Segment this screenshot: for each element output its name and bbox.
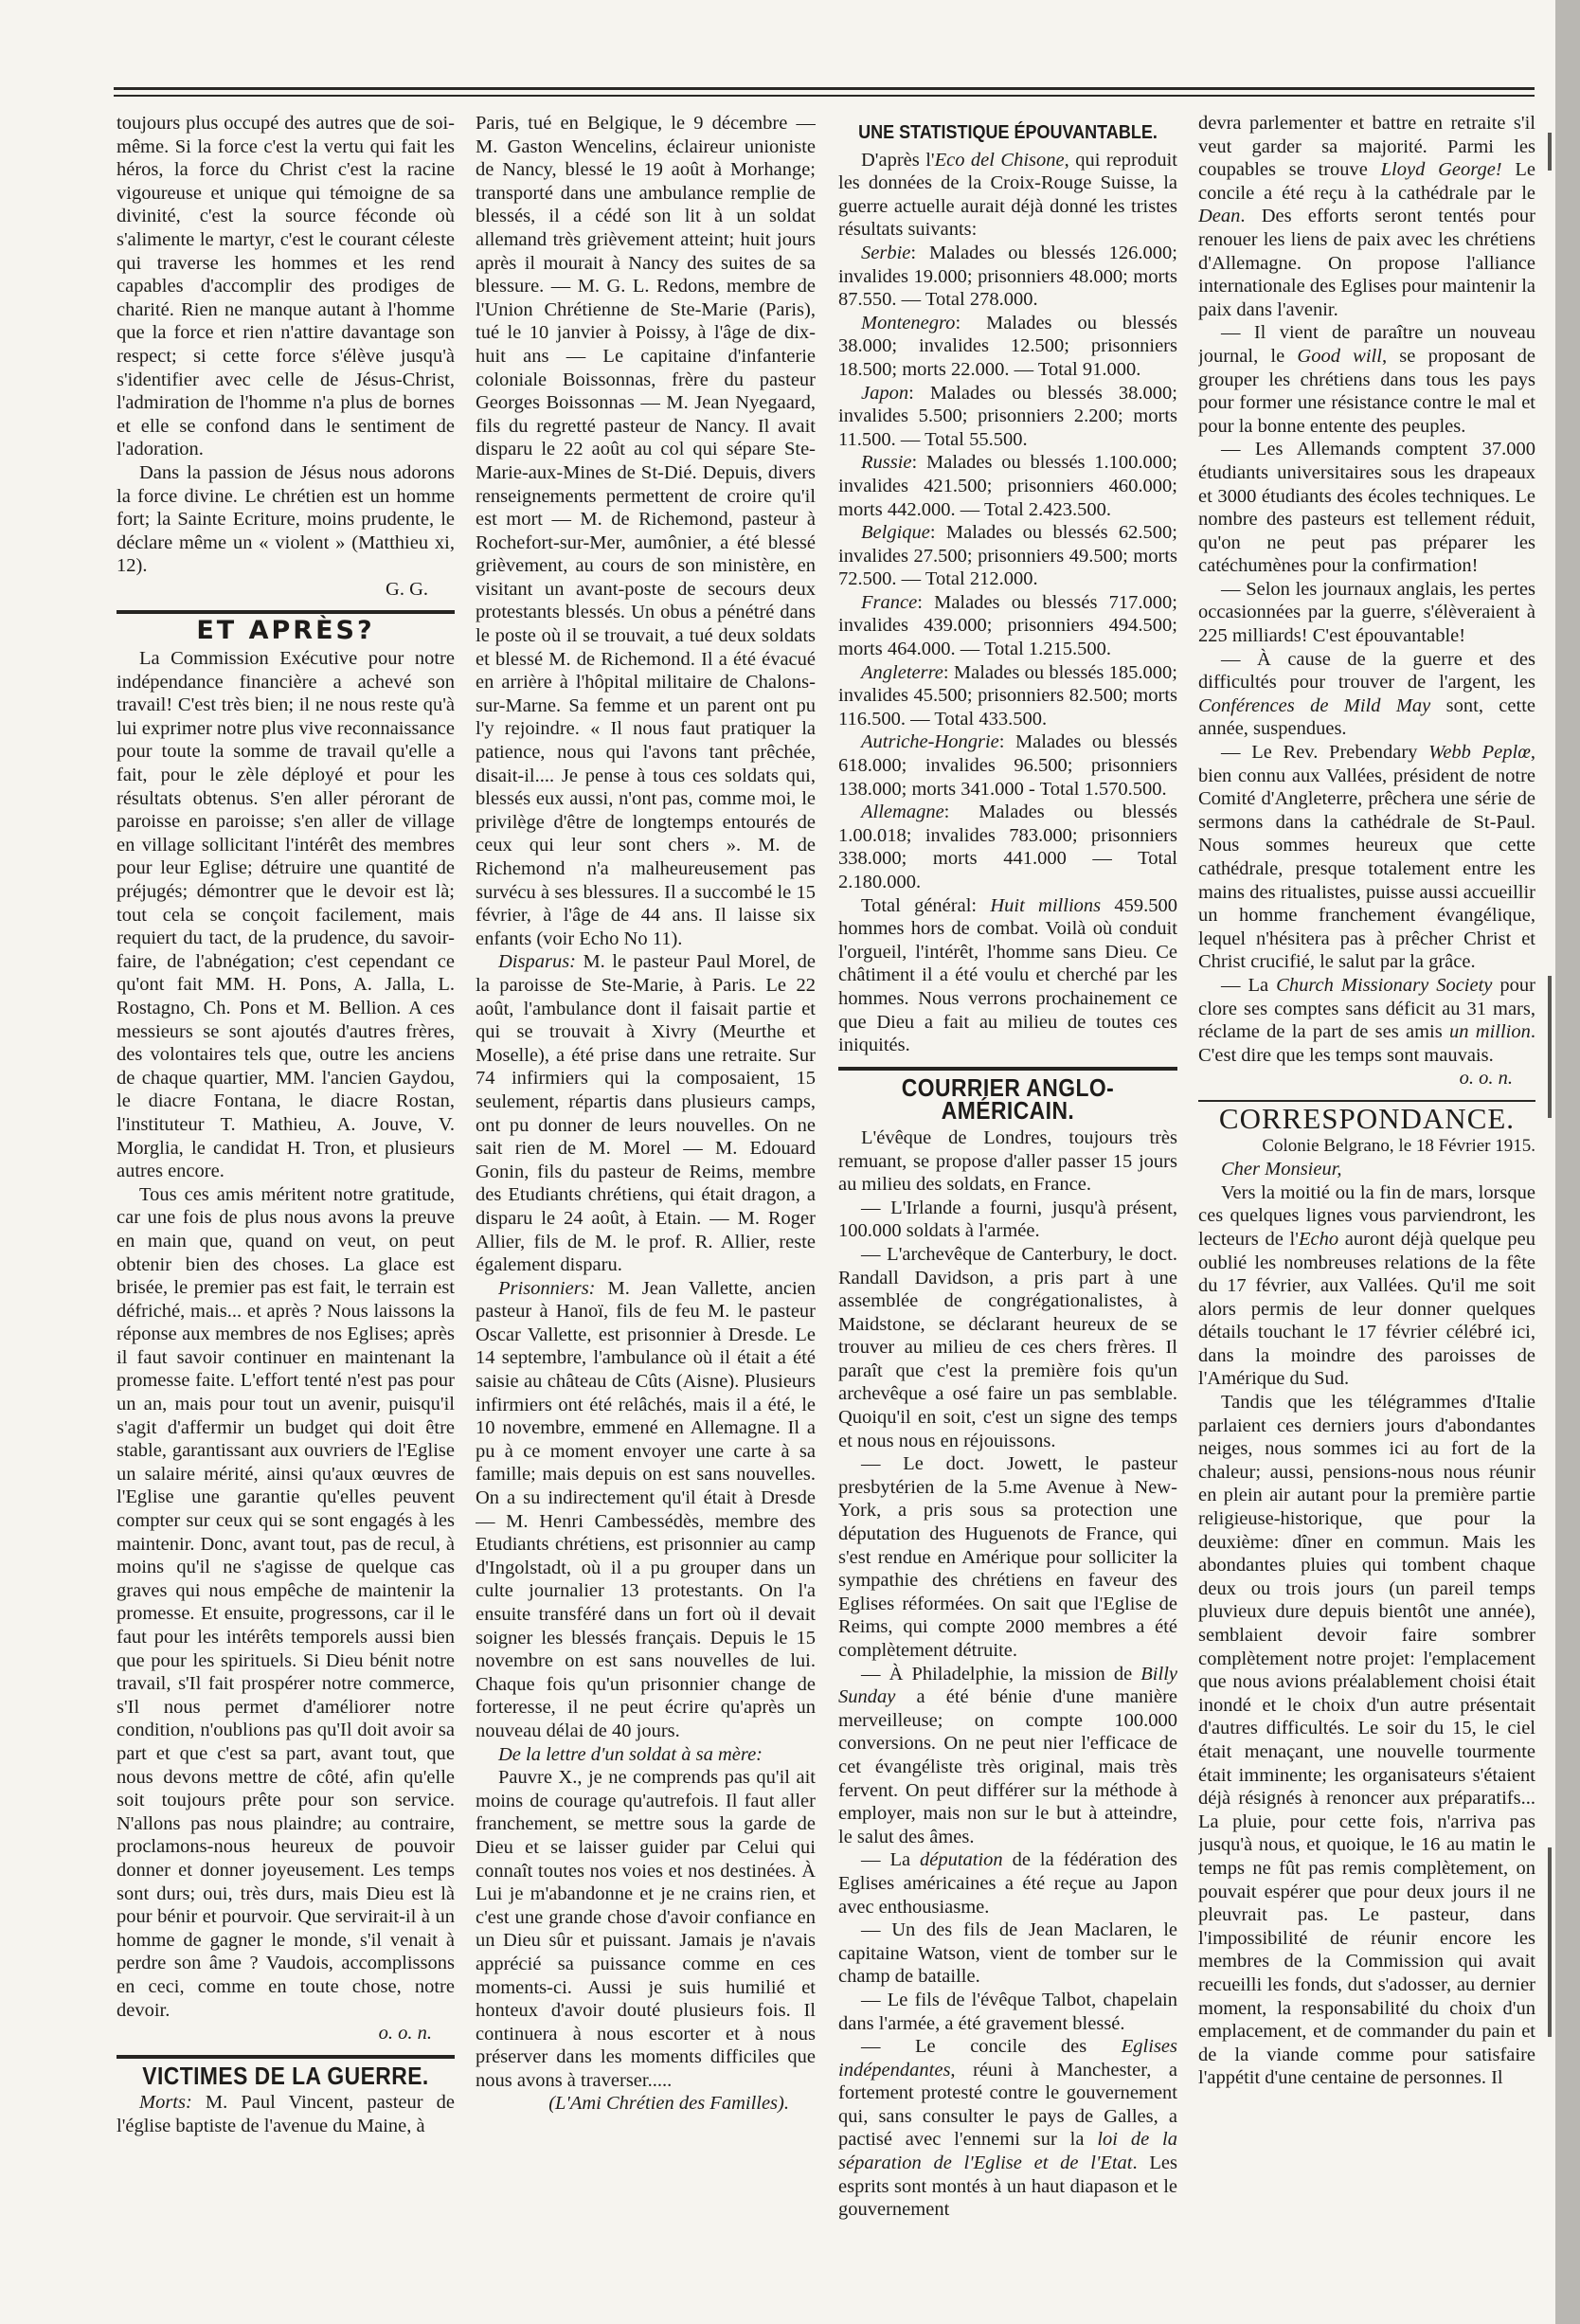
article-paragraph: — Un des fils de Jean Maclaren, le capitaine Watson, vient de tomber sur le champ de bataille.: [838, 1919, 1177, 1988]
text: — À cause de la guerre et des difficultés pour trouver de l'argent, les: [1198, 648, 1535, 694]
stat-row: [838, 382, 1177, 452]
article-paragraph: [838, 1663, 1177, 1849]
article-paragraph: — L'archevêque de Canterbury, le doct. Randall Davidson, a pris part à une assemblée de congrégationalistes, à Maidstone, se déclarant heureux de se trouver au milieu de ces chers frères. Il paraît que c'est la première fois qu'un archevêque a osé faire un pas semblable. Quoiqu'il en soit, c'est un signe des temps et nous nous en réjouissons.: [838, 1243, 1177, 1451]
stat-country: Russie: [861, 452, 912, 474]
label-morts: Morts:: [139, 2092, 192, 2114]
text: de la fédération des Eglises américaines a été reçue au Japon avec enthousiasme.: [838, 1849, 1177, 1918]
heading-et-apres: ET APRÈS?: [196, 616, 375, 646]
text-em: Webb Peplœ: [1428, 742, 1531, 764]
text: a été bénie d'une manière merveilleuse; on compte 100.000 conversions. On ne peut nier l'efficace de cet évangéliste très original, mais très fervent. On peut différer sur la méthode à employer, mais non sur le but à atteindre, le salut des âmes.: [838, 1686, 1177, 1847]
heading-courrier: COURRIER ANGLO-AMÉRICAIN.: [901, 1072, 1115, 1126]
stat-row: [838, 521, 1177, 591]
text-em: Dean: [1198, 206, 1241, 227]
stat-text: : Malades ou blessés 1.100.000; invalides 421.500; prisonniers 460.000; morts 442.000. — Total 2.423.500.: [838, 452, 1177, 520]
edge-mark: [1548, 976, 1552, 1118]
text: D'après l': [861, 149, 935, 171]
stat-country: Angleterre: [861, 661, 943, 683]
text-em: députation: [920, 1849, 1003, 1871]
stat-country: France: [861, 591, 918, 613]
text: auront déjà quelque peu oublié les nombreuses relations de la fête du 17 février, aux Vallées. Qu'il me soit alors permis de leur donner quelques détails touchant le 17 février célébré ici, dans la moindre des paroisses de l'Amérique du Sud.: [1198, 1228, 1535, 1390]
label-disparus: Disparus:: [498, 951, 577, 973]
article-paragraph: [1198, 112, 1535, 321]
column-1: [117, 112, 455, 2291]
section-divider: [117, 2055, 455, 2059]
article-paragraph: [838, 149, 1177, 242]
article-paragraph: Paris, tué en Belgique, le 9 décembre — M. Gaston Wencelins, éclaireur unioniste de Nancy, blessé le 19 août à Morhange; transporté dans une ambulance remplie de blessés, il a cédé son lit à un soldat allemand très grièvement atteint; huit jours après il mourait à Nancy des suites de sa blessure. — M. G. L. Redons, membre de l'Union Chrétienne de Ste-Marie (Paris), tué le 10 janvier à Poissy, à l'âge de dix-huit ans — Le capitaine d'infanterie coloniale Boissonnas, frère du pasteur Georges Boissonnas — M. Jean Nyegaard, fils du regretté pasteur de Nancy. Il avait disparu le 22 août au col qui sépare Ste-Marie-aux-Mines de St-Dié. Depuis, divers renseignements permettent de croire qu'il est mort — M. de Richemond, pasteur à Rochefort-sur-Mer, aumônier, a été blessé grièvement, au cours de son ministère, en visitant un avant-poste de secours deux protestants blessés. Un obus a pénétré dans le poste où il se trouvait, a tué deux soldats et blessé M. de Richemond. Il a été évacué en arrière à l'hôpital militaire de Chalons-sur-Marne. Sa femme et un parent ont pu l'y rejoindre. « Il nous faut pratiquer la patience, nous qui l'avons tant prêchée, disait-il.... Je pense à tous ces soldats qui, blessés eux aussi, n'ont pas, comme moi, le privilège d'être de longtemps entourés de ceux qui leur sont chers ». M. de Richemond n'a malheureusement pas survécu à ses blessures. Il a succombé le 15 février, à l'âge de 44 ans. Il laisse six enfants (voir Echo No 11).: [476, 113, 816, 949]
article-paragraph: [117, 2091, 455, 2137]
stat-text: : Malades ou blessés 62.500; invalides 27.500; prisonniers 49.500; morts 72.500. — Total 212.000.: [838, 522, 1177, 590]
article-paragraph: La Commission Exécutive pour notre indépendance financière a achevé son travail! C'est très bien; il ne nous reste qu'à lui exprimer notre plus vive reconnaissance pour toute la somme de travail qu'elle a fait, pour le zèle déployé et pour les résultats obtenus. S'en aller pérorant de paroisse en paroisse; s'en aller de village en village sollicitant l'intérêt des membres pour leur Eglise; détruire une quantité de préjugés; démontrer que le devoir est là; tout cela se conçoit facilement, mais requiert du tact, de la prudence, du savoir-faire, de l'abnégation; c'est cependant ce qu'ont fait MM. H. Pons, A. Jalla, L. Rostagno, Ch. Pons et M. Bellion. A ces messieurs se sont ajoutés d'autres frères, des volontaires tels que, outre les anciens de chaque quartier, MM. l'ancien Gaydou, le diacre Fontana, le diacre Rostan, l'instituteur T. Mathieu, A. Jouve, V. Morglia, le candidat H. Tron, et plusieurs autres encore.: [117, 648, 455, 1182]
stat-text: : Malades ou blessés 38.000; invalides 12.500; prisonniers 18.500; morts 22.000. — Total 91.000.: [838, 312, 1177, 380]
article-signature: o. o. n.: [1459, 1068, 1513, 1090]
article-paragraph: toujours plus occupé des autres que de soi-même. Si la force c'est la vertu qui fait les héros, la force du Christ c'est la racine vigoureuse et unique qui témoigne de sa divinité, c'est la source féconde où s'alimente le martyr, c'est le courant céleste qui traverse les hommes et les rend capables d'accomplir des prodiges de charité. Rien ne manque autant à l'homme que la force et rien n'attire davantage son respect; si cette force s'élève jusqu'à s'identifier avec celle de Jésus-Christ, l'admiration de l'homme n'a plus de bornes et elle se confond dans le sentiment de l'adoration.: [117, 113, 455, 460]
article-paragraph: — Le doct. Jowett, le pasteur presbytérien de la 5.me Avenue à New-York, a pris sous sa protection une députation des Huguenots de France, qui s'est rendue en Amérique pour solliciter la sympathie des chrétiens en faveur des Eglises réformées. On sait que l'Eglise de Reims, qui compte 2000 membres a été complètement détruite.: [838, 1453, 1177, 1661]
article-paragraph: Dans la passion de Jésus nous adorons la force divine. Le chrétien est un homme fort; la Sainte Ecriture, moins prudente, le déclare même un « violent » (Matthieu xi, 12).: [117, 461, 455, 577]
article-source: [476, 2092, 816, 2116]
article-paragraph: — Les Allemands comptent 37.000 étudiants universitaires sous les drapeaux et 3000 étudiants des écoles techniques. Le nombre des pasteurs est tellement réduit, qu'on ne peut pas préparer les catéchumènes pour la confirmation!: [1198, 439, 1535, 577]
stat-text: : Malades ou blessés 126.000; invalides 19.000; prisonniers 48.000; morts 87.550. — Total 278.000.: [838, 242, 1177, 311]
top-rule-thin: [114, 95, 1535, 97]
stat-country: Autriche-Hongrie: [861, 731, 999, 753]
text: , réuni à Manchester, a fortement protesté contre le gouvernement qui, sans consulter le pays de Galles, a pactisé avec l'ennemi sur la: [838, 2059, 1177, 2151]
article-paragraph: [1198, 321, 1535, 438]
article-paragraph: [1198, 741, 1535, 974]
stat-text: : Malades ou blessés 185.000; invalides 45.500; prisonniers 82.500; morts 116.500. — Total 433.500.: [838, 661, 1177, 730]
text: , qui reproduit les données de la Croix-Rouge Suisse, la guerre actuelle aurait déjà donné les tristes résultats suivants:: [838, 149, 1177, 241]
stat-country: Allemagne: [861, 802, 944, 823]
stat-country: Belgique: [861, 522, 930, 544]
stat-row: [838, 661, 1177, 731]
article-paragraph: [838, 1848, 1177, 1919]
edge-mark: [1548, 133, 1552, 171]
text: devra parlementer et battre en retraite s'il veut garder sa majorité. Parmi les coupables se trouve: [1198, 113, 1535, 181]
article-paragraph: Pauvre X., je ne comprends pas qu'il ait moins de courage qu'autrefois. Il faut aller franchement, se mettre sous la garde de Dieu et se laisser guider par Celui qui connaît toutes nos voies et nos destinées. À Lui je m'abandonne et je ne crains rien, et c'est une grande chose d'avoir confiance en un Dieu sûr et puissant. Jamais je n'avais apprécié sa puissance comme en ces moments-ci. Aussi je suis humilié et honteux d'avoir douté plusieurs fois. Il continuera à nous escorter et à nous préserver dans les moments difficiles que nous avons à traverser.....: [476, 1767, 816, 2091]
article-paragraph: [838, 894, 1177, 1057]
top-rule: [114, 87, 1535, 90]
text: sont, cette année, suspendues.: [1198, 694, 1535, 740]
stat-row: [838, 730, 1177, 801]
stat-row: [838, 312, 1177, 382]
paragraph-text: M. le pasteur Paul Morel, de la paroisse de Ste-Marie, à Paris. Le 22 août, l'ambulance dont il faisait partie et qui se trouvait à Xivry (Meurthe et Moselle), a été prise dans une retraite. Sur 74 infirmiers qui la composaient, 15 seulement, répartis dans plusieurs camps, ont pu donner de leurs nouvelles. On ne sait rien de M. Morel — M. Edouard Gonin, fils du pasteur de Reims, membre des Etudiants chrétiens, qui était dragon, a disparu le 24 août, à Etain. — M. Roger Allier, fils de M. le prof. R. Allier, reste également disparu.: [476, 951, 816, 1276]
text: — Le Rev. Prebendary: [1221, 742, 1429, 764]
article-paragraph: L'évêque de Londres, toujours très remuant, se propose d'aller passer 15 jours au milieu des soldats, en France.: [838, 1126, 1177, 1196]
text: Vers la moitié ou la fin de mars, lorsque ces quelques lignes vous parviendront, les lecteurs de l': [1198, 1181, 1535, 1250]
article-paragraph: Tous ces amis méritent notre gratitude, car une fois de plus nous avons la preuve en main que, quand on veut, on peut obtenir bien des choses. La glace est brisée, le premier pas est fait, le terrain est défriché, mais... et après ? Nous laissons la réponse aux membres de nos Eglises; après il faut savoir continuer en maintenant la promesse faite. L'effort tenté n'est pas pour un an, mais pour tout un avenir, puisqu'il s'agit d'affermir un budget qui doit être stable, garantissant aux ouvriers de l'Eglise un salaire mérité, ainsi qu'aux œuvres de l'Eglise une garantie qu'elles peuvent compter sur ceux qui se sont engagés à les maintenir. Donc, avant tout, pas de recul, à moins qu'il ne s'agisse de quelque cas graves qui nous empêche de maintenir la promesse. Et ensuite, progressons, car il le faut pour les intérêts temporels aussi bien que pour les spirituels. Si Dieu bénit notre travail, s'Il fait prospérer notre commerce, s'Il nous permet d'améliorer notre condition, n'oublions pas qu'Il doit avoir sa part et que c'est sa part, avant tout, que nous devons mettre de côté, afin qu'elle soit toujours prête pour son service. N'allons pas nous plaindre; au contraire, proclamons-nous heureux de pouvoir donner et donner joyeusement. Les temps sont durs; oui, très durs, mais Dieu est là pour bénir et pourvoir. Que servirait-il à un homme de gagner le monde, s'il venait à perdre son âme ? Vaudois, accomplissons en ceci, comme en toute chose, notre devoir.: [117, 1183, 455, 2021]
stat-text: : Malades ou blessés 38.000; invalides 5.500; prisonniers 2.200; morts 11.500. — Total 55.500.: [838, 382, 1177, 450]
text-em: Eco del Chisone: [934, 149, 1065, 171]
stat-text: : Malades ou blessés 1.00.018; invalides 783.000; prisonniers 338.000; morts 441.000 — Total 2.180.000.: [838, 802, 1177, 892]
article-paragraph: Tandis que les télégrammes d'Italie parlaient ces derniers jours d'abondantes neiges, nous sommes ici au fort de la chaleur; aussi, pensions-nous nous réunir en plein air autant pour la première partie religieuse-historique, que pour la deuxième: dîner en commun. Mais les abondantes pluies qui tombent chaque deux ou trois jours (un pareil temps pluvieux dure depuis bientôt une année), semblaient devoir faire sombrer complètement notre projet: l'emplacement que nous avions préalablement choisi était inondé et le choix d'un autre présentait d'autres difficultés. Le soir du 15, le ciel était menaçant, une nouvelle tourmente était imminente; les organisateurs s'étaient déjà résignés à renoncer aux préparatifs... La pluie, pour cette fois, n'arriva pas jusqu'à nous, et quoique, le 16 au matin le temps ne fût pas remis complètement, on pouvait espérer que pour deux jours il ne pleuvrait pas. Le pasteur, dans l'impossibilité de réunir encore les membres de la Commission qui avait recueilli les fonds, dut s'adosser, au dernier moment, la responsabilité du choix d'un emplacement, et de commander du pain et de la viande comme pour satisfaire l'appétit d'une centaine de personnes. Il: [1198, 1392, 1535, 2089]
text: — Il vient de paraître un nouveau journal, le: [1198, 322, 1535, 367]
text: Total général:: [861, 894, 991, 916]
text: pour clore ses comptes sans déficit au 31 mars, réclame de la part de ses amis: [1198, 974, 1535, 1043]
text-em: loi de la séparation de l'Eglise et de l'Etat: [838, 2129, 1177, 2174]
article-paragraph: [476, 1743, 816, 1767]
article-paragraph: — Le fils de l'évêque Talbot, chapelain dans l'armée, a été gravement blessé.: [838, 1989, 1177, 2034]
stat-row: [838, 801, 1177, 893]
stat-country: Montenegro: [861, 312, 956, 333]
text: 459.500 hommes hors de combat. Voilà où conduit l'orgueil, l'intérêt, l'homme sans Dieu. Ce châtiment il a été voulu et cherché par les hommes. Nous verrons prochainement ce que Dieu a fait au milieu de toutes ces iniquités.: [838, 894, 1177, 1056]
stat-text: : Malades ou blessés 618.000; invalides 96.500; prisonniers 138.000; morts 341.000 - Total 1.570.500.: [838, 731, 1177, 800]
text: . Les esprits sont montés à un haut diapason et le gouvernement: [838, 2153, 1177, 2221]
text-em: Echo: [1298, 1228, 1339, 1250]
article-paragraph: [1198, 648, 1535, 741]
letter-salutation: Cher Monsieur,: [1221, 1159, 1342, 1180]
text: — Le concile des: [861, 2036, 1122, 2058]
text-em: Billy Sunday: [838, 1663, 1177, 1708]
text-em: Huit millions: [990, 894, 1102, 916]
text-em: Eglises indépendantes: [838, 2036, 1177, 2081]
column-4: [1198, 112, 1535, 2291]
article-paragraph: [1198, 1181, 1535, 1391]
heading-correspondance: CORRESPONDANCE.: [1218, 1101, 1516, 1135]
letter-intro: De la lettre d'un soldat à sa mère:: [498, 1743, 763, 1765]
heading-statistique: UNE STATISTIQUE ÉPOUVANTABLE.: [858, 122, 1158, 143]
text: , bien connu aux Vallées, président de notre Comité d'Angleterre, prêchera une série de sermons dans la cathédrale de St-Paul. Nous sommes heureux que cette cathédrale, presque totalement entre les mains des ritualistes, puisse aussi accueillir un homme franchement évangélique, lequel n'hésitera pas à prêcher Christ et Christ crucifié, le salut par la grâce.: [1198, 742, 1535, 973]
text: . Des efforts seront tentés pour renouer les liens de paix avec les chrétiens d'Allemagne. On propose l'alliance internationale des Eglises pour maintenir la paix dans l'avenir.: [1198, 206, 1535, 320]
section-divider: [117, 610, 455, 614]
section-divider: [838, 1067, 1177, 1071]
letter-dateline: Colonie Belgrano, le 18 Février 1915.: [1262, 1135, 1535, 1156]
stat-row: [838, 591, 1177, 661]
stat-row: [838, 242, 1177, 312]
edge-mark: [1548, 1847, 1552, 2037]
heading-victimes: VICTIMES DE LA GUERRE.: [142, 2061, 429, 2090]
text-em: Conférences de Mild May: [1198, 694, 1431, 716]
stat-row: [838, 451, 1177, 521]
text-em: Lloyd George!: [1380, 159, 1502, 181]
article-paragraph: [1198, 974, 1535, 1067]
column-3: [838, 121, 1177, 2300]
article-paragraph: — L'Irlande a fourni, jusqu'à présent, 100.000 soldats à l'armée.: [838, 1197, 1177, 1242]
article-paragraph: [476, 950, 816, 1276]
text-em: Church Missionary Society: [1276, 974, 1493, 996]
text-em: Good will: [1297, 345, 1382, 367]
article-paragraph: [838, 2035, 1177, 2222]
paragraph-text: M. Jean Vallette, ancien pasteur à Hanoï, fils de feu M. le pasteur Oscar Vallette, est prisonnier à Dresde. Le 14 septembre, l'ambulance où il était a été saisie au château de Cûts (Aisne). Plusieurs infirmiers ont été relâchés, mais il a été, le 10 novembre, emmené en Allemagne. Il a pu à ce moment envoyer une carte à sa famille; mais depuis on est sans nouvelles. On a su indirectement qu'il était à Dresde — M. Henri Cambessédès, membre des Etudiants chrétiens, est prisonnier au camp d'Ingolstadt, où il a pu grouper dans un culte journalier 13 protestants. On l'a ensuite transféré dans un fort où il devait soigner les blessés français. Depuis le 15 novembre on est sans nouvelles de lui. Chaque fois qu'un prisonnier change de forteresse, il ne peut écrire qu'après un nouveau délai de 40 jours.: [476, 1277, 816, 1741]
stat-country: Japon: [861, 382, 909, 404]
text: Le concile a été reçu à la cathédrale par le: [1198, 159, 1535, 204]
page-edge: [1555, 0, 1580, 2324]
article-paragraph: — Selon les journaux anglais, les pertes occasionnées par la guerre, s'élèveraient à 225 milliards! C'est épouvantable!: [1198, 578, 1535, 647]
stat-text: : Malades ou blessés 717.000; invalides 439.000; prisonniers 494.500; morts 464.000. — Total 1.215.500.: [838, 591, 1177, 660]
article-signature: o. o. n.: [378, 2023, 432, 2045]
text: — La: [861, 1849, 920, 1871]
stat-country: Serbie: [861, 242, 911, 263]
article-paragraph: [476, 1277, 816, 1743]
text: — La: [1221, 974, 1277, 996]
text-em: un million: [1449, 1021, 1531, 1043]
paragraph-text: M. Paul Vincent, pasteur de l'église baptiste de l'avenue du Maine, à: [117, 2092, 455, 2136]
text: , se proposant de grouper les chrétiens dans tous les pays pour former une résistance contre le mal et pour la bonne entente des peuples.: [1198, 345, 1535, 437]
text: — À Philadelphie, la mission de: [861, 1663, 1141, 1684]
article-signature: G. G.: [386, 578, 428, 600]
column-2: [476, 112, 816, 2291]
label-prisonniers: Prisonniers:: [498, 1277, 596, 1299]
source-text: (L'Ami Chrétien des Familles).: [548, 2093, 789, 2115]
text: . C'est dire que les temps sont mauvais.: [1198, 1021, 1535, 1066]
